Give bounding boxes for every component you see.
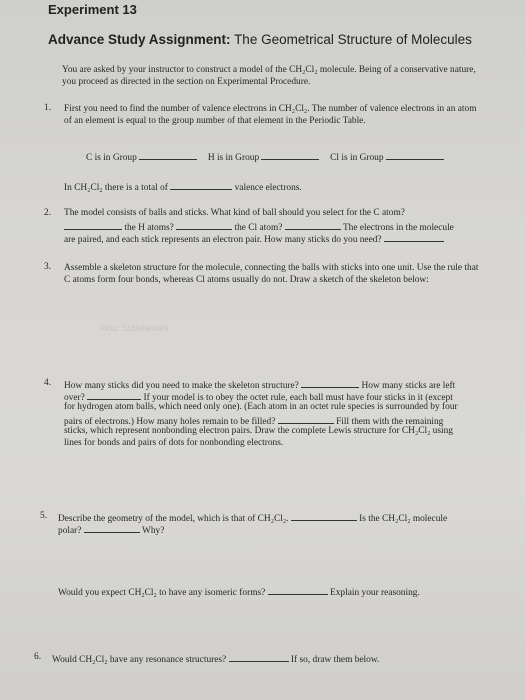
q6-question: Would CH₂Cl₂ have any resonance structures?	[52, 655, 227, 665]
q5-number: 5.	[40, 511, 48, 521]
geometry-blank[interactable]	[291, 511, 357, 521]
watermark-text: Ionic Substances	[100, 323, 169, 333]
h-atoms-label: the H atoms?	[124, 223, 174, 233]
intro-paragraph: You are asked by your instructor to construct a model of the CH₂Cl₂ molecule. Being of a conservative nature, you proceed as directed in the section on Experimental Procedure.	[62, 65, 476, 88]
skeleton-sticks-blank[interactable]	[301, 378, 359, 388]
q5-l1a: Describe the geometry of the model, which is that of CH₂Cl₂.	[58, 514, 289, 524]
isomer-reasoning: Explain your reasoning.	[330, 588, 420, 598]
q1-total-row	[64, 180, 302, 193]
page-title	[48, 32, 472, 47]
polar-blank[interactable]	[84, 523, 140, 533]
cl-group-label: Cl is in Group	[330, 153, 384, 163]
q4-line6: lines for bonds and pairs of dots for nonbonding electrons.	[64, 438, 284, 448]
q6-draw: If so, draw them below.	[290, 655, 380, 665]
total-pre: In CH₂Cl₂ there is a total of	[64, 183, 168, 193]
c-group-label: C is in Group	[86, 153, 137, 163]
h-group-label: H is in Group	[207, 153, 260, 163]
cl-ball-blank[interactable]	[285, 220, 341, 230]
q1-group-row	[86, 150, 444, 163]
experiment-label: Experiment 13	[48, 2, 137, 17]
title-bold: Advance Study Assignment:	[48, 32, 231, 47]
h-ball-blank[interactable]	[176, 220, 232, 230]
q4-line3: for hydrogen atom balls, which need only one). (Each atom in an octet rule species is surrounded by four	[64, 402, 458, 412]
q6-row	[52, 652, 379, 665]
isomer-blank[interactable]	[268, 585, 328, 595]
q4-number: 4.	[44, 378, 52, 388]
q4-l1a: How many sticks did you need to make the skeleton structure?	[64, 381, 299, 391]
isomer-row	[58, 585, 420, 598]
q2-line3	[64, 232, 444, 245]
q4-l2b: If your model is to obey the octet rule, each ball must have four sticks in it (except	[143, 393, 453, 403]
sticks-blank[interactable]	[384, 232, 444, 242]
total-post: valence electrons.	[234, 183, 302, 193]
q4-l2a: over?	[64, 393, 85, 403]
cl-group-blank[interactable]	[386, 150, 444, 160]
q4-line5: sticks, which represent nonbonding electron pairs. Draw the complete Lewis structure for CH₂Cl₂ using	[64, 426, 453, 436]
sticks-question: are paired, and each stick represents an electron pair. How many sticks do you need?	[64, 235, 382, 245]
q5-l1b: Is the CH₂Cl₂ molecule	[359, 514, 448, 524]
q1-number: 1.	[44, 103, 52, 113]
resonance-blank[interactable]	[229, 652, 289, 662]
title-rest: The Geometrical Structure of Molecules	[234, 32, 472, 47]
leftover-sticks-blank[interactable]	[87, 390, 141, 400]
cl-atom-label: the Cl atom?	[234, 223, 283, 233]
q5-l2a: polar?	[58, 526, 82, 536]
holes-blank[interactable]	[278, 414, 334, 424]
q5-line2	[58, 523, 164, 536]
q3-text: Assemble a skeleton structure for the molecule, connecting the balls with sticks into one unit. Use the rule that C atoms form four bonds, whereas Cl atoms usually do not. Draw a sketch of the skeleton below:	[64, 263, 479, 286]
h-group-blank[interactable]	[261, 150, 319, 160]
q1-text: First you need to find the number of valence electrons in CH₂Cl₂. The number of valence electrons in an atom of an element is equal to the group number of that element in the Periodic Table.	[64, 104, 477, 127]
total-blank[interactable]	[170, 180, 232, 190]
c-ball-blank[interactable]	[64, 220, 122, 230]
q6-number: 6.	[34, 652, 42, 662]
c-group-blank[interactable]	[139, 150, 197, 160]
q4-l4b: Fill them with the remaining	[336, 417, 444, 427]
q3-number: 3.	[44, 262, 52, 272]
isomer-question: Would you expect CH₂Cl₂ to have any isomeric forms?	[58, 588, 266, 598]
electrons-label: The electrons in the molecule	[342, 223, 454, 233]
q4-l4a: pairs of electrons.) How many holes remain to be filled?	[64, 417, 276, 427]
q2-number: 2.	[44, 208, 52, 218]
q4-l1b: How many sticks are left	[361, 381, 456, 391]
q2-line1: The model consists of balls and sticks. What kind of ball should you select for the C atom?	[64, 208, 405, 218]
q5-l2b: Why?	[141, 526, 165, 536]
